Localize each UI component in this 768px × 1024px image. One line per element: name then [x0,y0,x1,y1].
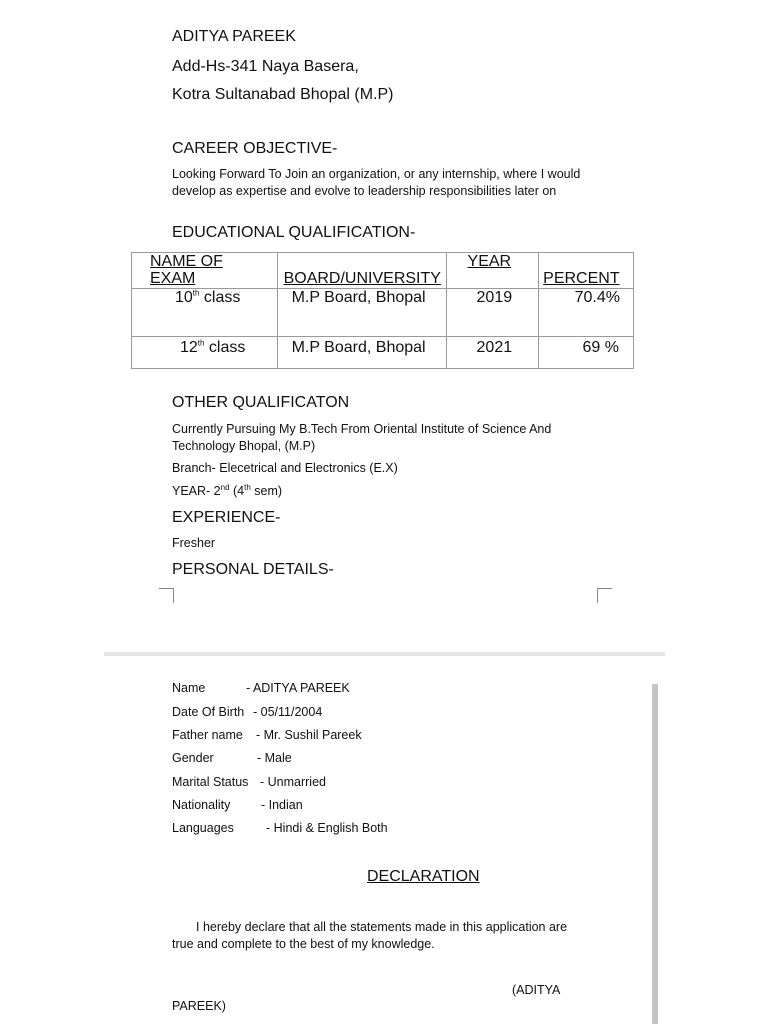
personal-value: - Mr. Sushil Pareek [256,728,362,742]
education-heading: EDUCATIONAL QUALIFICATION- [172,224,416,241]
address-line-2: Kotra Sultanabad Bhopal (M.P) [172,86,394,103]
personal-label: Father name [172,728,243,742]
experience-heading: EXPERIENCE- [172,509,281,526]
table-header-row [132,253,634,289]
career-objective-text: Looking Forward To Join an organization, or any internship, where I would develop as expertise and evolve to leadership responsibilities later on [172,167,581,198]
declaration-heading: DECLARATION [367,868,480,885]
percent-value: 69 % [582,339,619,356]
personal-label: Languages [172,821,234,835]
declaration-text: I hereby declare that all the statements made in this application are true and complete to the best of my knowledge. [172,920,568,951]
page-break [104,652,665,656]
personal-value: - Unmarried [260,775,326,789]
percent-cell [539,337,634,369]
exam-label: 10th class [175,288,241,306]
signature-part-1: (ADITYA [512,983,561,997]
column-header-board [277,253,446,289]
exam-cell [132,289,278,337]
year-text: YEAR- 2nd (4th sem) [172,482,283,498]
year-cell [446,289,539,337]
personal-label: Marital Status [172,775,249,789]
personal-value: - Hindi & English Both [266,821,388,835]
column-header-exam-label: NAME OF EXAM [150,253,223,287]
personal-label: Nationality [172,798,231,812]
column-header-year [446,253,539,289]
board-cell [277,289,446,337]
scrollbar[interactable] [652,684,658,1024]
personal-value: - Male [257,751,292,765]
signature-part-2: PAREEK) [172,999,226,1013]
column-header-percent [539,253,634,289]
personal-label: Gender [172,751,214,765]
table-row [132,289,634,337]
board-value: M.P Board, Bhopal [291,289,426,306]
career-objective-heading: CAREER OBJECTIVE- [172,140,338,157]
exam-cell [132,337,278,369]
percent-value: 70.4% [574,289,620,306]
crop-mark-right [597,588,612,603]
other-qualification-text: Currently Pursuing My B.Tech From Oriental Institute of Science And Technology Bhopal, (M.P) [172,422,552,453]
personal-label: Date Of Birth [172,705,245,719]
personal-value: - ADITYA PAREEK [246,681,350,695]
address-line-1: Add-Hs-341 Naya Basera, [172,58,359,75]
exam-label: 12th class [180,338,246,356]
personal-label: Name [172,681,206,695]
personal-details-heading: PERSONAL DETAILS- [172,561,334,578]
board-value: M.P Board, Bhopal [291,339,426,356]
percent-cell [539,289,634,337]
column-header-exam [132,253,278,289]
applicant-name: ADITYA PAREEK [172,28,296,45]
column-header-board-label: BOARD/UNIVERSITY [283,270,441,287]
year-value: 2019 [476,289,513,306]
personal-value: - Indian [261,798,303,812]
board-cell [277,337,446,369]
column-header-percent-label: PERCENT [543,270,620,287]
year-value: 2021 [476,339,513,356]
year-cell [446,337,539,369]
branch-text: Branch- Elecetrical and Electronics (E.X) [172,461,398,475]
crop-mark-left [159,588,174,603]
table-row [132,337,634,369]
personal-value: - 05/11/2004 [253,705,323,719]
other-qualification-heading: OTHER QUALIFICATON [172,394,350,411]
column-header-year-label: YEAR [467,253,512,270]
experience-value: Fresher [172,536,216,550]
education-table [131,252,634,369]
